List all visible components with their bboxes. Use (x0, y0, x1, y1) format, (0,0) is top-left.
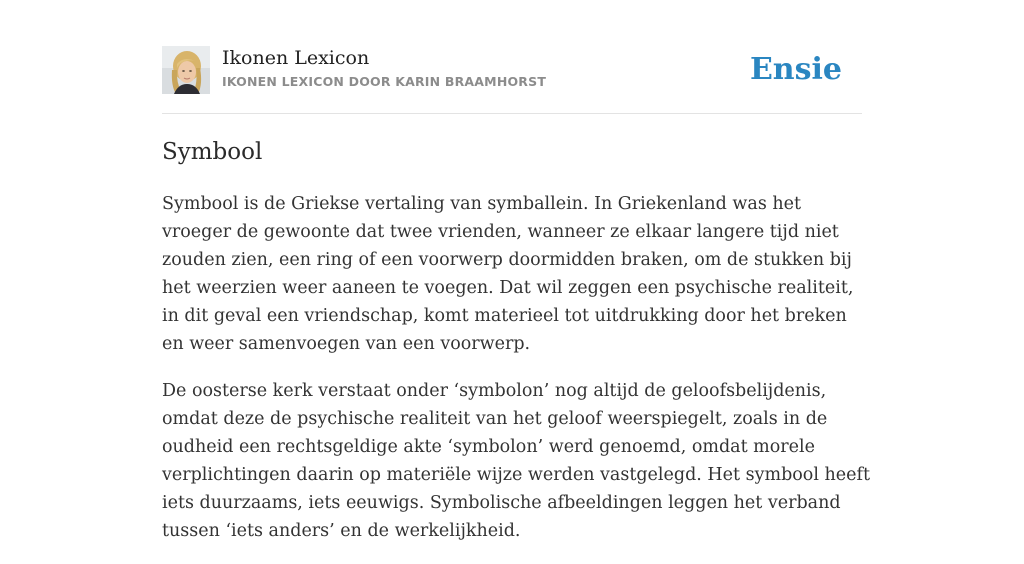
author-avatar[interactable] (162, 46, 210, 94)
article-paragraph: Symbool is de Griekse vertaling van symballein. In Griekenland was het vroeger de gewoonte dat twee vrienden, wanneer ze elkaar langere tijd niet zouden zien, een ring of een voorwerp doormidden braken, om de stukken bij het weerzien weer aaneen te voegen. Dat wil zeggen een psychische realiteit, in dit geval een vriendschap, komt materieel tot uitdrukking door het breken en weer samenvoegen van een voorwerp. (162, 194, 854, 354)
article-title: Symbool (162, 139, 263, 165)
author-name[interactable]: Ikonen Lexicon (222, 47, 370, 69)
brand-logo[interactable]: Ensie (749, 52, 842, 87)
article-body (162, 190, 872, 564)
author-header (162, 46, 862, 114)
article-paragraph: De oosterse kerk verstaat onder ‘symbolon’ nog altijd de geloofsbelijdenis, omdat deze de psychische realiteit van het geloof weerspiegelt, zoals in de oudheid een rechtsgeldige akte ‘symbolon’ werd genoemd, omdat morele verplichtingen daarin op materiële wijze werden vastgelegd. Het symbool heeft iets duurzaams, iets eeuwigs. Symbolische afbeeldingen leggen het verband tussen ‘iets anders’ en de werkelijkheid. (162, 381, 870, 541)
avatar-portrait-icon (162, 46, 210, 94)
author-subtitle: IKONEN LEXICON DOOR KARIN BRAAMHORST (222, 74, 547, 89)
